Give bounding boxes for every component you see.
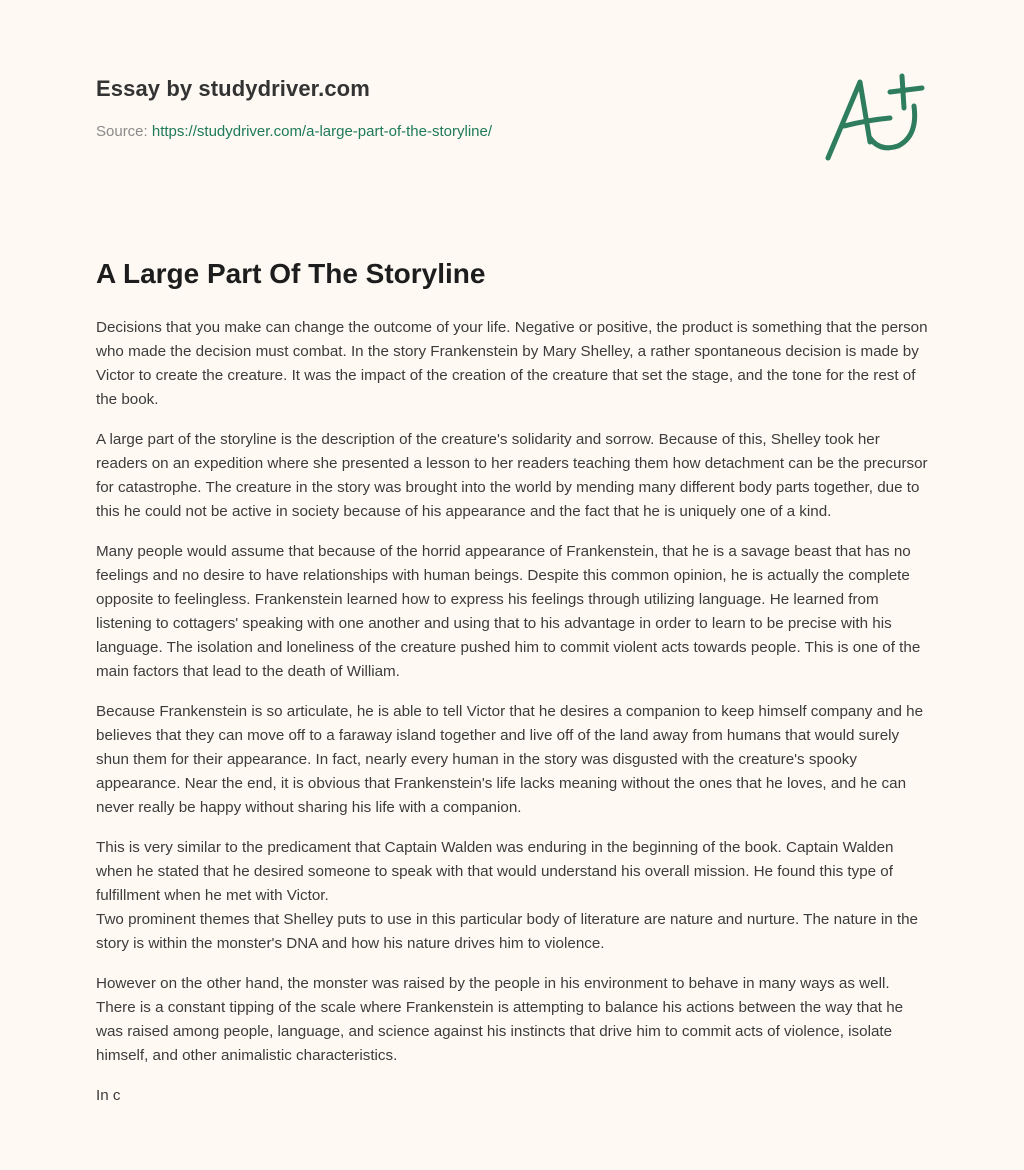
source-link[interactable]: https://studydriver.com/a-large-part-of-the-storyline/ [151,123,493,140]
site-title: Essay by studydriver.com [96,76,370,101]
essay-paragraph: This is very similar to the predicament that Captain Walden was enduring in the beginning of the book. Captain Walden when he stated that he desired someone to speak with that would understand his overall mission. He found this type of fulfillment when he met with Victor. [96,839,894,904]
a-plus-grade-icon [820,66,930,166]
essay-title: A Large Part Of The Storyline [96,258,486,289]
source-line [96,122,936,142]
essay-body [96,316,932,1124]
essay-paragraph: Two prominent themes that Shelley puts to use in this particular body of literature are nature and nurture. The nature in the story is within the monster's DNA and how his nature drives him to violence. [96,911,919,952]
essay-paragraph: Decisions that you make can change the outcome of your life. Negative or positive, the product is something that the person who made the decision must combat. In the story Frankenstein by Mary Shelley, a rather spontaneous decision is made by Victor to create the creature. It was the impact of the creation of the creature that set the stage, and the tone for the rest of the book. [96,319,928,408]
essay-paragraph: Many people would assume that because of the horrid appearance of Frankenstein, that he is a savage beast that has no feelings and no desire to have relationships with human beings. Despite this common opinion, he is actually the complete opposite to feelingless. Frankenstein learned how to express his feelings through utilizing language. He learned from listening to cottagers' speaking with one another and using that to his advantage in order to learn to be precise with his language. The isolation and loneliness of the creature pushed him to commit violent acts towards people. This is one of the main factors that lead to the death of William. [96,543,921,680]
essay-paragraph: A large part of the storyline is the description of the creature's solidarity and sorrow. Because of this, Shelley took her readers on an expedition where she presented a lesson to her readers teaching them how detachment can be the precursor for catastrophe. The creature in the story was brought into the world by mending many different body parts together, due to this he could not be active in society because of his appearance and the fact that he is uniquely one of a kind. [96,431,928,520]
page-header [96,74,936,142]
essay-paragraph-truncated: In c [96,1087,121,1104]
essay-paragraph: Because Frankenstein is so articulate, he is able to tell Victor that he desires a companion to keep himself company and he believes that they can move off to a faraway island together and live off of the land away from humans that would surely shun them for their appearance. In fact, nearly every human in the story was disgusted with the creature's spooky appearance. Near the end, it is obvious that Frankenstein's life lacks meaning without the ones that he loves, and he can never really be happy without sharing his life with a companion. [96,703,924,816]
source-label: Source: [96,123,148,140]
essay-paragraph: However on the other hand, the monster was raised by the people in his environment to behave in many ways as well. There is a constant tipping of the scale where Frankenstein is attempting to balance his actions between the way that he was raised among people, language, and science against his instincts that drive him to commit acts of violence, isolate himself, and other animalistic characteristics. [96,975,904,1064]
